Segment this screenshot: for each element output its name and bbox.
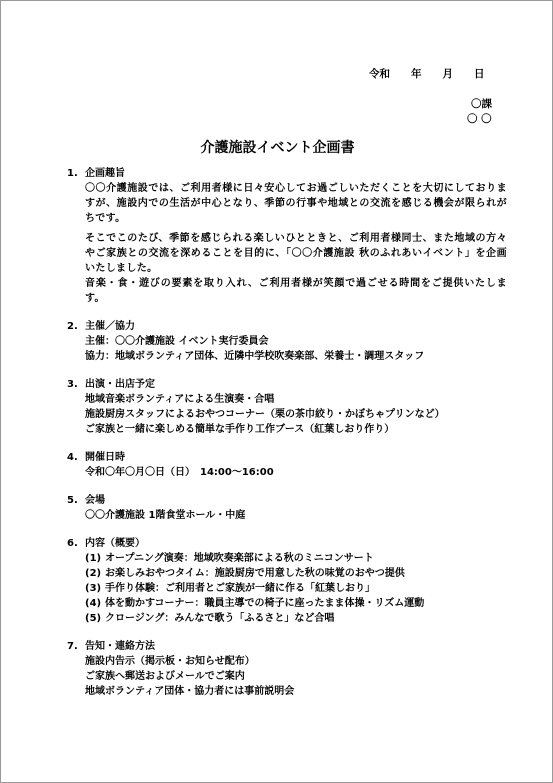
text-line: 地域音楽ボランティアによる生演奏・合唱 [85, 394, 275, 405]
section-heading [67, 319, 507, 334]
section-number: 4. [67, 452, 78, 463]
section-number: 5. [67, 495, 78, 506]
list-item [85, 596, 507, 611]
section-title: 開催日時 [85, 452, 125, 463]
section-title: 出演・出店予定 [85, 379, 155, 390]
text-line: 施設内告示（掲示板・お知らせ配布） [85, 656, 255, 667]
document-body [67, 166, 507, 712]
list-item [85, 581, 507, 596]
section-number: 1. [67, 168, 78, 179]
list-item [85, 611, 507, 626]
section-title: 告知・連絡方法 [85, 641, 155, 652]
text-line: 施設厨房スタッフによるおやつコーナー（栗の茶巾絞り・かぼちゃプリンなど） [85, 409, 445, 420]
text-line: 地域ボランティア団体・協力者には事前説明会 [85, 686, 295, 697]
section-heading [67, 493, 507, 508]
paragraph: 〇〇介護施設では、ご利用者様に日々安心してお過ごしいただくことを大切にしておりますが、施設内での生活が中心となり、季節の行事や地域との交流を感じる機会が限られがちです。 [85, 183, 507, 224]
section-heading [67, 166, 507, 181]
text-line: 〇〇介護施設 1階食堂ホール・中庭 [85, 510, 246, 521]
paragraph: 音楽・食・遊びの要素を取り入れ、ご利用者様が笑顔で過ごせる時間をご提供いたします。 [85, 278, 507, 304]
item-number: (3) [85, 583, 102, 594]
section-title: 内容（概要） [85, 538, 145, 549]
section-heading [67, 377, 507, 392]
item-number: (4) [85, 598, 102, 609]
document-title: 介護施設イベント企画書 [200, 140, 355, 156]
section-announcement [67, 639, 507, 699]
section-content [85, 334, 507, 364]
item-number: (1) [85, 553, 102, 564]
text-line: ご家族と一緒に楽しめる簡単な手作り工作ブース（紅葉しおり作り） [85, 424, 395, 435]
text-line: 主催：〇〇介護施設 イベント実行委員会 [85, 336, 269, 347]
section-program [67, 536, 507, 626]
section-organizer [67, 319, 507, 364]
item-text: 手作り体験：ご利用者とご家族が一緒に作る「紅葉しおり」 [105, 583, 375, 594]
section-purpose [67, 166, 507, 306]
section-number: 7. [67, 641, 78, 652]
item-number: (5) [85, 613, 102, 624]
section-heading [67, 639, 507, 654]
section-content [85, 654, 507, 699]
section-venue [67, 493, 507, 523]
section-content [85, 181, 507, 306]
item-text: クロージング：みんなで歌う「ふるさと」など合唱 [105, 613, 335, 624]
date-line: 令和 年 月 日 [369, 68, 485, 80]
list-item [85, 566, 507, 581]
section-title: 会場 [85, 495, 105, 506]
text-line: ご家族へ郵送およびメールでご案内 [85, 671, 245, 682]
section-content [85, 465, 507, 480]
section-content [85, 551, 507, 626]
author-name: 〇 〇 [467, 113, 492, 125]
section-performers [67, 377, 507, 437]
text-line: 令和〇年〇月〇日（日） 14:00～16:00 [85, 467, 274, 478]
item-number: (2) [85, 568, 102, 579]
section-content [85, 508, 507, 523]
item-text: オープニング演奏：地域吹奏楽部による秋のミニコンサート [105, 553, 374, 564]
section-heading [67, 536, 507, 551]
section-number: 3. [67, 379, 78, 390]
section-title: 主催／協力 [85, 321, 135, 332]
paragraph: そこでこのたび、季節を感じられる楽しいひとときと、ご利用者様同士、また地域の方々やご家族との交流を深めることを目的に、「〇〇介護施設 秋のふれあいイベント」を企画いたしました。 [85, 233, 507, 274]
section-content [85, 392, 507, 437]
section-number: 6. [67, 538, 78, 549]
item-text: 体を動かすコーナー：職員主導での椅子に座ったまま体操・リズム運動 [105, 598, 425, 609]
list-item [85, 551, 507, 566]
section-heading [67, 450, 507, 465]
section-number: 2. [67, 321, 78, 332]
text-line: 協力：地域ボランティア団体、近隣中学校吹奏楽部、栄養士・調理スタッフ [85, 351, 425, 362]
department-label: 〇課 [471, 98, 492, 110]
item-text: お楽しみおやつタイム：施設厨房で用意した秋の味覚のおやつ提供 [105, 568, 405, 579]
section-title: 企画趣旨 [85, 168, 125, 179]
section-datetime [67, 450, 507, 480]
